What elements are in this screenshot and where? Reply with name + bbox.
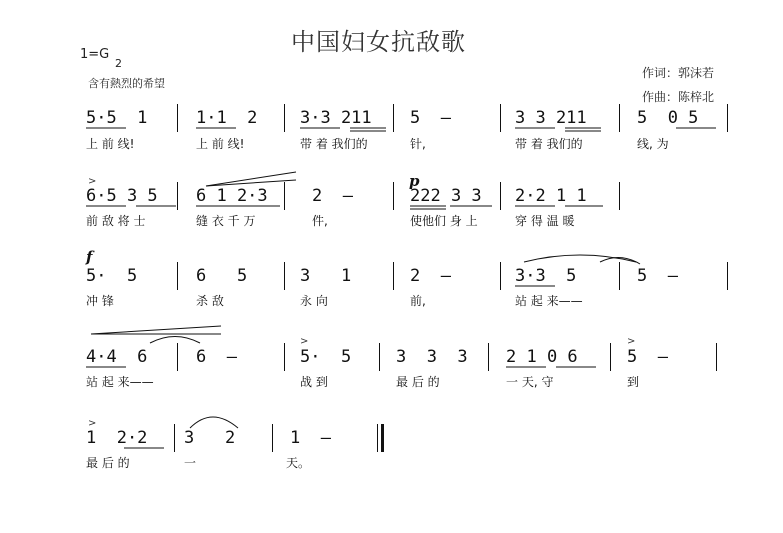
measure: 5 – — [410, 108, 451, 128]
measure: 4·4 6 — [86, 347, 148, 367]
barline — [284, 262, 285, 290]
barline — [177, 104, 178, 132]
lyric: 穿 得 温 暖 — [515, 214, 575, 228]
barline — [610, 343, 611, 371]
barline — [393, 182, 394, 210]
expression-marking: 含有熱烈的希望 — [88, 77, 165, 90]
measure: 1·1 2 — [196, 108, 258, 128]
slur — [524, 255, 636, 262]
lyric: 战 到 — [300, 375, 328, 389]
lyric: 带 着 我们的 — [300, 137, 368, 151]
barline — [716, 343, 717, 371]
measure: 3 3 3 — [396, 347, 468, 367]
accent-mark: > — [300, 336, 309, 347]
measure: 6 1 2·3 — [196, 186, 268, 206]
lyric: 一 天, 守 — [506, 375, 554, 389]
barline — [727, 104, 728, 132]
lyric: 站 起 来—— — [515, 294, 583, 308]
measure: 222 3 3 — [410, 186, 482, 206]
lyric: 上 前 线! — [86, 137, 135, 151]
time-signature: 2 — [115, 57, 122, 70]
lyric: 天。 — [286, 456, 311, 470]
barline — [177, 343, 178, 371]
lyric: 一 — [184, 456, 197, 470]
crescendo-wedge — [91, 326, 221, 334]
measure: 3 3 211 — [515, 108, 587, 128]
measure: 2 – — [410, 266, 451, 286]
lyric: 针, — [410, 137, 426, 151]
accent-mark: > — [88, 418, 97, 429]
measure: 3·3 5 — [515, 266, 577, 286]
composer-credit: 作曲：陈梓北 — [642, 90, 715, 104]
measure: 5 – — [627, 347, 668, 367]
measure: 2 1 0 6 — [506, 347, 578, 367]
lyric: 缝 衣 千 万 — [196, 214, 256, 228]
lyric: 前, — [410, 294, 426, 308]
barline — [619, 262, 620, 290]
barline — [174, 424, 175, 452]
measure: 6 – — [196, 347, 237, 367]
dynamic-piano: p — [409, 172, 420, 190]
barline — [177, 262, 178, 290]
lyric: 永 向 — [300, 294, 328, 308]
barline — [393, 104, 394, 132]
barline — [488, 343, 489, 371]
final-barline — [381, 424, 384, 452]
barline — [177, 182, 178, 210]
key-signature: 1=G — [80, 47, 110, 62]
measure: 5 – — [637, 266, 678, 286]
barline — [500, 104, 501, 132]
measure: 2·2 1 1 — [515, 186, 587, 206]
lyric: 到 — [627, 375, 640, 389]
crescendo-wedge — [206, 172, 296, 186]
lyric: 最 后 的 — [86, 456, 130, 470]
measure: 6·5 3 5 — [86, 186, 158, 206]
measure: 5· 5 — [86, 266, 138, 286]
barline — [727, 262, 728, 290]
lyric: 站 起 来—— — [86, 375, 154, 389]
slur — [150, 337, 200, 344]
lyric: 最 后 的 — [396, 375, 440, 389]
lyric: 冲 锋 — [86, 294, 114, 308]
barline — [379, 343, 380, 371]
lyric: 上 前 线! — [196, 137, 245, 151]
measure: 5·5 1 — [86, 108, 148, 128]
measure: 3·3 211 — [300, 108, 372, 128]
measure: 3 1 — [300, 266, 352, 286]
barline — [619, 104, 620, 132]
lyric: 带 着 我们的 — [515, 137, 583, 151]
barline — [284, 104, 285, 132]
slur — [190, 417, 238, 428]
lyric: 件, — [312, 214, 328, 228]
song-title: 中国妇女抗敌歌 — [291, 28, 466, 56]
measure: 2 – — [312, 186, 353, 206]
measure: 1 – — [290, 428, 331, 448]
barline — [500, 262, 501, 290]
barline — [500, 182, 501, 210]
barline — [284, 182, 285, 210]
slur — [600, 257, 640, 264]
accent-mark: > — [88, 176, 97, 187]
accent-mark: > — [627, 336, 636, 347]
dynamic-forte: f — [86, 248, 93, 266]
barline — [393, 262, 394, 290]
lyric: 杀 敌 — [196, 294, 224, 308]
barline — [284, 343, 285, 371]
measure: 5 0 5 — [637, 108, 699, 128]
lyric: 前 敌 将 士 — [86, 214, 146, 228]
barline — [619, 182, 620, 210]
measure: 1 2·2 — [86, 428, 148, 448]
lyric: 线, 为 — [637, 137, 669, 151]
measure: 6 5 — [196, 266, 248, 286]
lyric: 使他们 身 上 — [410, 214, 478, 228]
measure: 5· 5 — [300, 347, 352, 367]
lyricist-credit: 作词：郭沫若 — [642, 66, 715, 80]
barline — [377, 424, 378, 452]
measure: 3 2 — [184, 428, 236, 448]
barline — [272, 424, 273, 452]
